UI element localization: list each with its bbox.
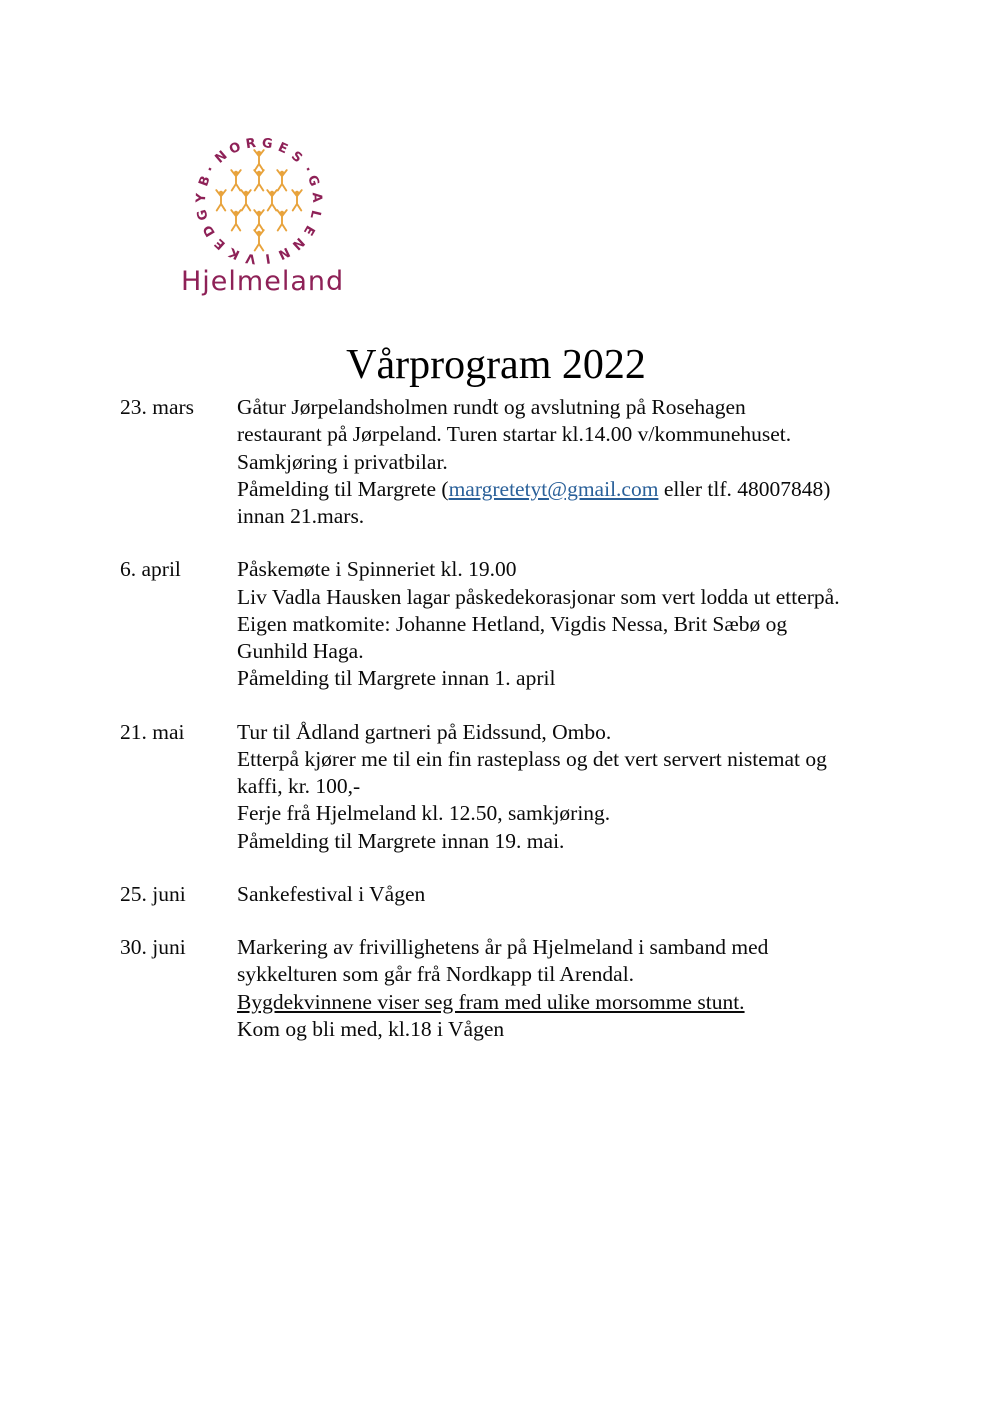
event-text: Markering av frivillighetens år på Hjelmeland i samband med xyxy=(237,935,769,959)
event-row xyxy=(120,881,952,908)
event-text-line xyxy=(237,638,952,665)
event-text: Gåtur Jørpelandsholmen rundt og avslutning på Rosehagen xyxy=(237,395,746,419)
event-text-line xyxy=(237,584,952,611)
event-text-line xyxy=(237,449,952,476)
logo-ring-letter: Y xyxy=(193,192,210,204)
logo-ring-letter: B xyxy=(196,174,214,189)
person-figure-icon xyxy=(277,170,287,190)
event-text: Påmelding til Margrete innan 1. april xyxy=(237,666,556,691)
event-text: restaurant på Jørpeland. Turen startar kl.14.00 v/kommunehuset. xyxy=(237,422,792,447)
underlined-text: Bygdekvinnene viser seg fram med ulike morsomme stunt. xyxy=(237,989,745,1014)
event-text-line xyxy=(237,503,952,530)
person-figure-icon xyxy=(241,190,251,210)
event-text-line xyxy=(237,989,952,1016)
event-details xyxy=(237,881,952,908)
logo-ring-letter: N xyxy=(275,243,293,262)
event-text: Påmelding til Margrete innan 19. mai. xyxy=(237,828,565,853)
person-figure-icon xyxy=(277,210,287,230)
event-text: Etterpå kjører me til ein fin rasteplass og det vert servert nistemat og xyxy=(237,746,827,771)
org-name: Hjelmeland xyxy=(181,266,345,297)
event-text: sykkelturen som går frå Nordkapp til Arendal. xyxy=(237,962,635,987)
event-text-line xyxy=(237,1016,952,1043)
event-text: Liv Vadla Hausken lagar påskedekorasjonar som vert lodda ut etterpå. xyxy=(237,584,840,609)
event-date: 25. juni xyxy=(120,881,186,906)
event-text-line xyxy=(237,746,952,773)
events-list xyxy=(120,394,952,1069)
logo-ring-letter: N xyxy=(288,234,308,253)
page-title: Vårprogram 2022 xyxy=(346,342,646,388)
event-text-line xyxy=(237,961,952,988)
logo-ring-letter: A xyxy=(308,191,325,203)
logo-ring-letter: · xyxy=(203,163,219,176)
person-figure-icon xyxy=(231,210,241,230)
event-text-line xyxy=(237,665,952,692)
person-figure-icon xyxy=(267,190,277,210)
event-text: Påskemøte i Spinneriet kl. 19.00 xyxy=(237,557,517,582)
email-link[interactable]: margretetyt@gmail.com xyxy=(448,476,659,501)
event-text: Ferje frå Hjelmeland kl. 12.50, samkjøring. xyxy=(237,801,611,826)
logo-figures-icon xyxy=(216,150,302,250)
event-details xyxy=(237,934,952,1043)
event-date: 23. mars xyxy=(120,395,195,419)
logo-ring-letter: G xyxy=(260,135,274,153)
logo-ring-letter: G xyxy=(303,173,322,189)
event-row xyxy=(120,934,952,1043)
person-figure-icon xyxy=(254,170,264,190)
person-figure-icon xyxy=(216,190,226,210)
org-logo-emblem xyxy=(184,126,334,276)
logo-ring-letter: V xyxy=(244,249,257,267)
event-text: Påmelding til Margrete ( xyxy=(237,476,449,501)
logo-ring-letter: · xyxy=(299,163,315,176)
event-details xyxy=(237,556,952,692)
event-text-line xyxy=(237,881,952,908)
event-text: Tur til Ådland gartneri på Eidssund, Ombo. xyxy=(237,719,612,744)
person-figure-icon xyxy=(254,150,264,170)
logo-ring-letter: O xyxy=(227,139,244,158)
event-row xyxy=(120,394,952,530)
logo-ring-letter: E xyxy=(299,222,318,238)
logo-ring-letter: L xyxy=(306,208,324,221)
event-text: Kom og bli med, kl.18 i Vågen xyxy=(237,1016,505,1041)
logo-ring-letter: S xyxy=(288,148,305,167)
logo-ring-letter: E xyxy=(275,139,290,158)
event-text-line xyxy=(237,934,952,961)
person-figure-icon xyxy=(254,210,264,230)
logo-ring-letter: I xyxy=(264,250,272,266)
event-text: Eigen matkomite: Johanne Hetland, Vigdis Nessa, Brit Sæbø og xyxy=(237,611,788,636)
event-text: kaffi, kr. 100,- xyxy=(237,774,361,798)
event-text-line xyxy=(237,476,952,503)
logo-ring-letter: E xyxy=(212,235,229,253)
event-details xyxy=(237,394,952,530)
event-text-line xyxy=(237,611,952,638)
event-row xyxy=(120,556,952,692)
event-text: eller tlf. 48007848) xyxy=(658,476,831,501)
person-figure-icon xyxy=(292,190,302,210)
event-date: 30. juni xyxy=(120,935,186,959)
logo-ring-letter: R xyxy=(244,135,257,153)
event-text-line xyxy=(237,556,952,583)
logo-ring-letter: G xyxy=(194,207,212,222)
person-figure-icon xyxy=(231,170,241,190)
event-text-line xyxy=(237,773,952,800)
event-text: Sankefestival i Vågen xyxy=(237,881,426,906)
event-text-line xyxy=(237,394,952,421)
logo-ring-letter: N xyxy=(212,148,231,167)
event-text: Gunhild Haga. xyxy=(237,639,364,663)
event-text-line xyxy=(237,828,952,855)
event-text-line xyxy=(237,719,952,746)
event-text: innan 21.mars. xyxy=(237,504,365,528)
event-text-line xyxy=(237,421,952,448)
logo-ring-letter: K xyxy=(226,244,243,262)
event-details xyxy=(237,719,952,855)
event-date: 6. april xyxy=(120,557,181,582)
event-row xyxy=(120,719,952,855)
person-figure-icon xyxy=(254,230,264,250)
logo-ring-letter: D xyxy=(200,222,219,239)
event-text-line xyxy=(237,800,952,827)
event-date: 21. mai xyxy=(120,719,185,744)
event-text: Samkjøring i privatbilar. xyxy=(237,449,448,474)
